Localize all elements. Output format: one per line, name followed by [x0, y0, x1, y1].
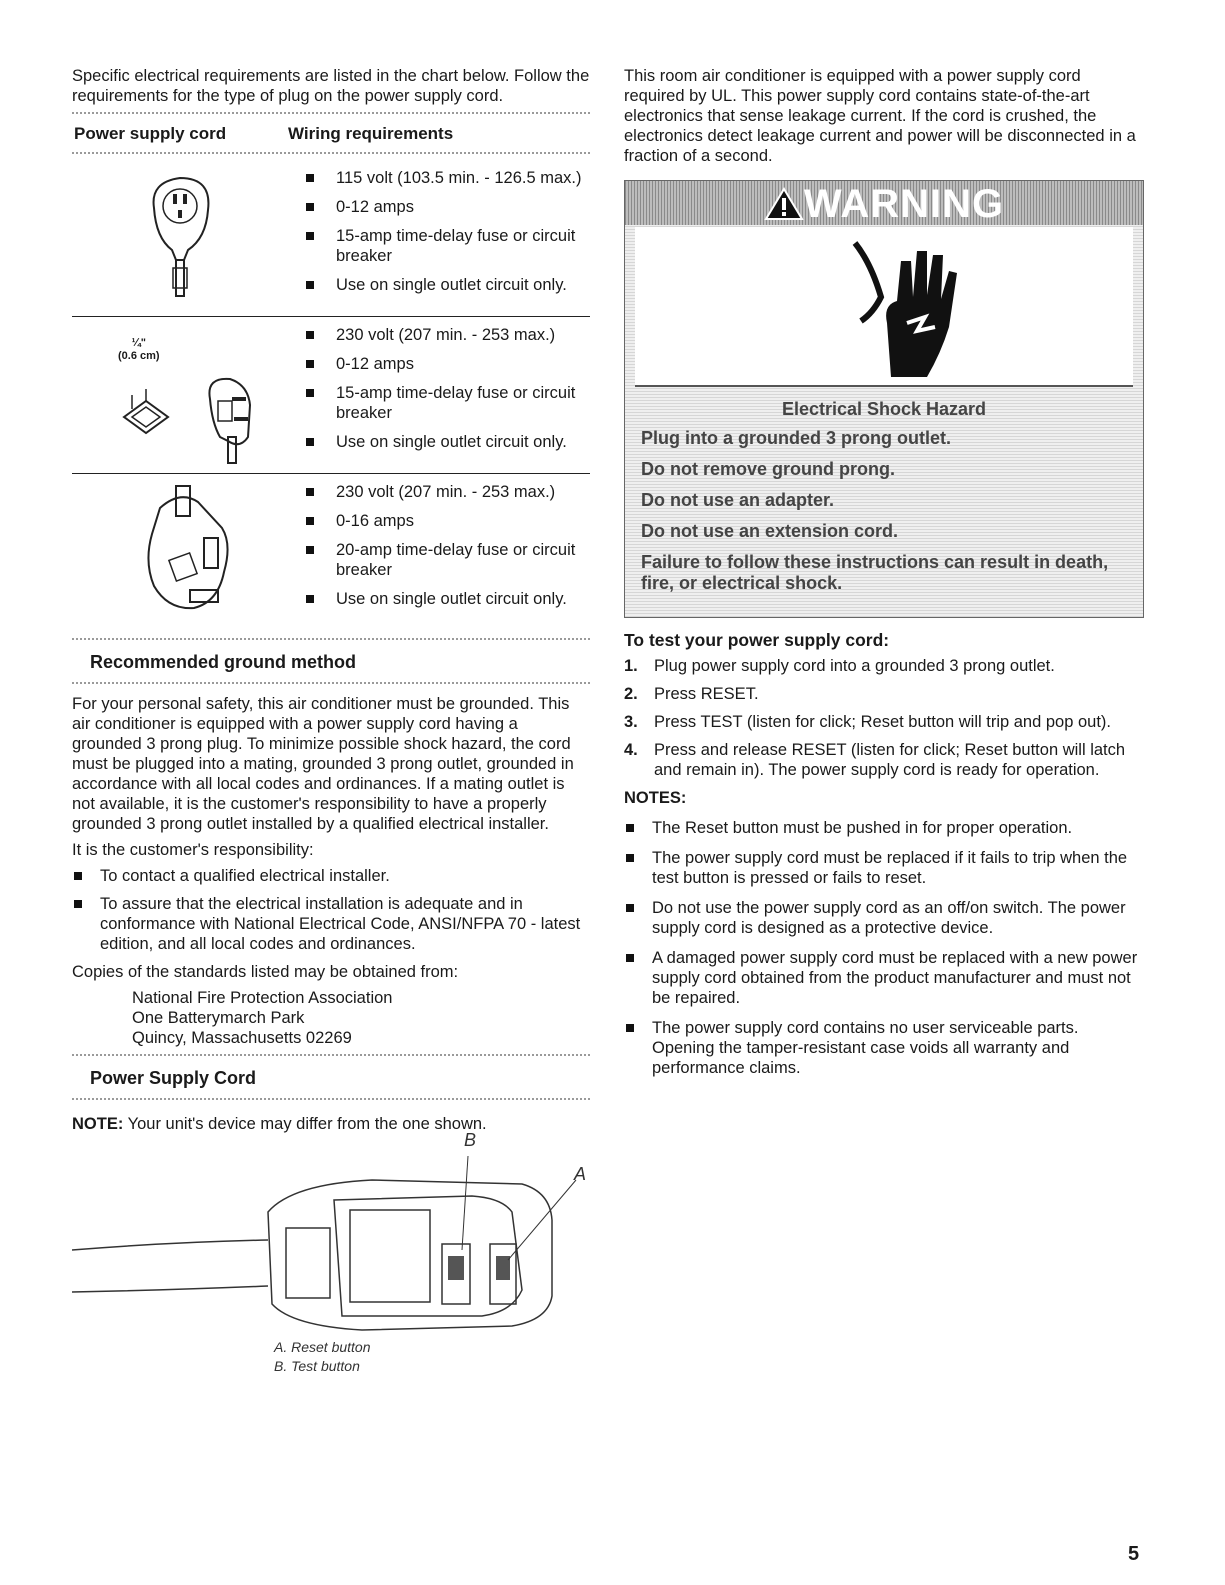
requirement-item: 15-amp time-delay fuse or circuit breaker [292, 383, 590, 423]
notes-title: NOTES: [624, 789, 687, 807]
address-block [72, 988, 590, 1048]
warning-word: WARNING [803, 182, 1005, 226]
note-item: A damaged power supply cord must be replaced with a new power supply cord obtained from the product manufacturer and must not be repaired. [624, 948, 1144, 1008]
responsibility-item: To assure that the electrical installation is adequate and in conformance with National Electrical Code, ANSI/NFPA 70 - latest edition, and all local codes and ordinances. [72, 894, 590, 954]
note-paragraph [72, 1114, 590, 1134]
requirements-list [292, 168, 590, 310]
ground-method-paragraph: For your personal safety, this air conditioner must be grounded. This air conditioner is equipped with a power supply cord having a grounded 3 prong plug. To minimize possible shock hazard, the cord must be plugged into a mating, grounded 3 prong outlet, grounded in accordance with all local codes and ordinances. If a mating outlet is not available, it is the customer's responsibility to have a properly grounded 3 prong outlet installed by a qualified electrical installer. [72, 695, 574, 833]
step-number: 4. [624, 741, 638, 759]
figure-caption [274, 1338, 371, 1376]
warning-box [624, 180, 1144, 618]
warning-banner [625, 181, 1143, 225]
requirements-row-230v-20a [72, 474, 590, 630]
plug-115v-illustration [72, 168, 292, 310]
requirement-item: 15-amp time-delay fuse or circuit breaker [292, 226, 590, 266]
test-step [624, 740, 1144, 780]
warning-title [625, 183, 1143, 225]
warning-line: Do not use an extension cord. [641, 521, 899, 541]
divider [72, 682, 590, 686]
requirement-item: 0-12 amps [292, 197, 590, 217]
power-supply-cord-title: Power Supply Cord [90, 1068, 257, 1088]
requirements-table-header [72, 120, 590, 148]
divider [72, 112, 590, 116]
right-column [624, 66, 1144, 1088]
address-line: One Batterymarch Park [132, 1009, 305, 1027]
plug-230v-15a-icon [72, 325, 292, 465]
note-text: Your unit's device may differ from the one shown. [123, 1115, 487, 1133]
warning-line: Failure to follow these instructions can result in death, fire, or electrical shock. [641, 552, 1109, 593]
note-item: The Reset button must be pushed in for proper operation. [624, 818, 1144, 838]
dimension-fraction: ¼" [131, 337, 146, 349]
plug-115v-icon [72, 168, 292, 308]
test-step [624, 656, 1144, 676]
note-item: The power supply cord contains no user serviceable parts. Opening the tamper-resistant case voids all warranty and performance claims. [624, 1018, 1144, 1078]
requirements-list [292, 325, 590, 467]
requirement-item: 0-12 amps [292, 354, 590, 374]
copies-text: Copies of the standards listed may be obtained from: [72, 963, 459, 981]
plug-230v-20a-icon [72, 482, 292, 622]
cord-device-illustration [72, 1130, 590, 1374]
warning-line: Do not use an adapter. [641, 490, 835, 510]
test-cord-title: To test your power supply cord: [624, 630, 890, 650]
shock-hand-icon [635, 227, 1133, 383]
responsibility-intro: It is the customer's responsibility: [72, 841, 314, 859]
address-line: National Fire Protection Association [132, 989, 393, 1007]
header-wiring-requirements: Wiring requirements [288, 124, 454, 143]
address-line: Quincy, Massachusetts 02269 [132, 1029, 352, 1047]
requirements-row-115v [72, 160, 590, 316]
dimension-label [118, 337, 160, 363]
requirements-row-230v-15a [72, 317, 590, 473]
responsibility-item: To contact a qualified electrical installer. [72, 866, 590, 886]
divider [72, 638, 590, 642]
divider [72, 1054, 590, 1058]
caption-reset: A. Reset button [274, 1339, 371, 1355]
label-a: A [574, 1164, 587, 1184]
page-number: 5 [1128, 1543, 1140, 1565]
requirement-item: 20-amp time-delay fuse or circuit breaker [292, 540, 590, 580]
requirement-item: 230 volt (207 min. - 253 max.) [292, 482, 590, 502]
step-text: Press and release RESET (listen for click; Reset button will latch and remain in). The power supply cord is ready for operation. [654, 741, 1126, 779]
divider [72, 1098, 590, 1102]
cord-intro: This room air conditioner is equipped with a power supply cord required by UL. This power supply cord contains state-of-the-art electronics that sense leakage current. If the cord is crushed, the electronics detect leakage current and power will be disconnected in a fraction of a second. [624, 67, 1136, 165]
note-label: NOTE: [72, 1115, 124, 1133]
requirement-item: 230 volt (207 min. - 253 max.) [292, 325, 590, 345]
note-item: Do not use the power supply cord as an off/on switch. The power supply cord is designed as a protective device. [624, 898, 1144, 938]
electrical-intro: Specific electrical requirements are listed in the chart below. Follow the requirements for the type of plug on the power supply cord. [72, 67, 590, 105]
step-text: Plug power supply cord into a grounded 3 prong outlet. [654, 657, 1055, 675]
header-power-supply-cord: Power supply cord [74, 124, 227, 143]
warning-line: Plug into a grounded 3 prong outlet. [641, 428, 951, 448]
step-text: Press RESET. [654, 685, 759, 703]
plug-230v-15a-illustration [72, 325, 292, 467]
requirements-list [292, 482, 590, 624]
warning-line: Do not remove ground prong. [641, 459, 895, 479]
step-number: 3. [624, 713, 638, 731]
requirement-item: Use on single outlet circuit only. [292, 432, 590, 452]
shock-hazard-picture [635, 227, 1133, 387]
step-number: 1. [624, 657, 638, 675]
step-text: Press TEST (listen for click; Reset button will trip and pop out). [654, 713, 1111, 731]
caption-test: B. Test button [274, 1358, 360, 1374]
requirement-item: Use on single outlet circuit only. [292, 589, 590, 609]
warning-text [635, 389, 1133, 609]
requirement-item: 115 volt (103.5 min. - 126.5 max.) [292, 168, 590, 188]
divider [72, 152, 590, 156]
hazard-title: Electrical Shock Hazard [781, 399, 987, 419]
step-number: 2. [624, 685, 638, 703]
left-column [72, 66, 590, 1374]
label-b: B [464, 1130, 477, 1150]
ground-method-title: Recommended ground method [90, 652, 357, 672]
requirement-item: 0-16 amps [292, 511, 590, 531]
dimension-metric: (0.6 cm) [118, 350, 160, 362]
test-step [624, 684, 1144, 704]
test-step [624, 712, 1144, 732]
cord-device-drawing [72, 1140, 590, 1340]
test-steps [624, 656, 1144, 780]
note-item: The power supply cord must be replaced if it fails to trip when the test button is pressed or fails to reset. [624, 848, 1144, 888]
warning-triangle-icon [764, 187, 804, 221]
test-label: TEST [470, 1272, 477, 1290]
plug-230v-20a-illustration [72, 482, 292, 624]
requirement-item: Use on single outlet circuit only. [292, 275, 590, 295]
